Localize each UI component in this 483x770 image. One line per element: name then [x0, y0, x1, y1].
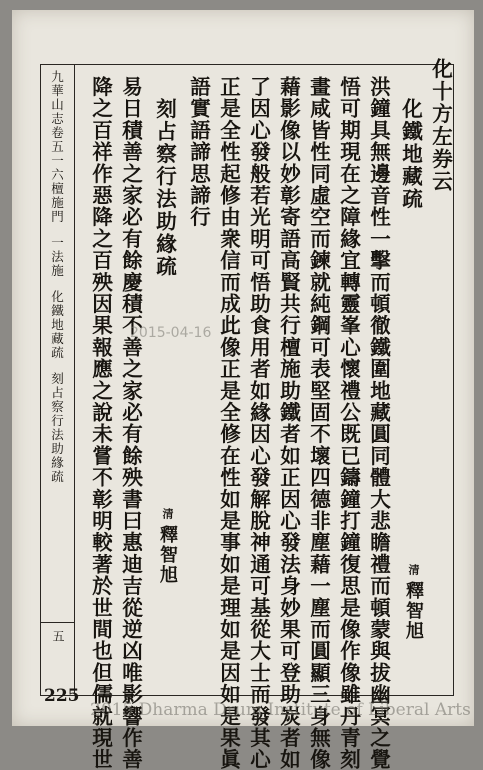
section-1-line: 語實語諦思諦行: [186, 76, 211, 228]
page-number: 225: [44, 686, 80, 706]
section-1-line: 藉影像以妙彰寄語高賢共行檀施助鐵者如正因心發法身妙果可登助炭者如: [276, 76, 301, 770]
section-1-title: 化鐵地藏疏: [398, 98, 423, 211]
margin-divider: [74, 64, 75, 694]
section-1-author-dynasty: 清: [407, 564, 420, 575]
institute-watermark: 2015 Dharma Drum Institute of Liberal Arts: [90, 700, 471, 720]
book-page: [12, 10, 474, 770]
section-2-line: 易日積善之家必有餘慶積不善之家必有餘殃書曰惠迪吉從逆凶唯影響作善: [118, 76, 143, 770]
section-title: 檀施門: [49, 182, 65, 224]
section-2-author-name: 釋智旭: [157, 525, 178, 585]
subtitle-2: 刻占察行法助緣疏: [49, 372, 65, 484]
section-1-line: 了因心發般若光明可悟助食用者如緣因心發解脫神通可基從大士而發其心: [246, 76, 271, 770]
section-2-author: [154, 508, 180, 585]
heading-top: 化十方左券云: [428, 58, 453, 193]
section-1-line: 畫咸皆性同虛空而鍊就純鋼可表堅固不壞四德非塵藉一塵而圓顯三身無像: [306, 76, 331, 770]
volume-marker: 五: [51, 630, 65, 642]
side-margin: [50, 70, 63, 484]
subtitle-1: 化鐵地藏疏: [49, 290, 65, 360]
section-1-line: 悟可期現在之障緣宜轉靈峯心懷禮公既已鑄鐘打鐘復思是像作像雖丹青刻: [336, 76, 361, 770]
section-number: 一六: [49, 154, 65, 182]
section-1-line: 洪鐘具無邊音性一擊而頓徹鐵圍地藏圓同體大悲瞻禮而頓蒙與拔幽冥之覺: [366, 76, 391, 770]
section-1-line: 正是全性起修由衆信而成此像正是全修在性如是事如是理如是因如是果眞: [216, 76, 241, 770]
section-2-title: 刻占察行法助緣疏: [152, 98, 177, 278]
volume-box-line: [40, 622, 74, 623]
section-2-line: 降之百祥作惡降之百殃因果報應之說未嘗不彰明較著於世間也但儒就現世: [88, 76, 113, 770]
section-1-author-name: 釋智旭: [403, 581, 424, 641]
book-title: 九華山志卷五: [49, 70, 65, 154]
date-watermark: 2015-04-16: [130, 325, 212, 341]
section-1-author: [400, 564, 426, 641]
subsection: 一法施: [49, 236, 65, 278]
section-2-author-dynasty: 清: [161, 508, 174, 519]
